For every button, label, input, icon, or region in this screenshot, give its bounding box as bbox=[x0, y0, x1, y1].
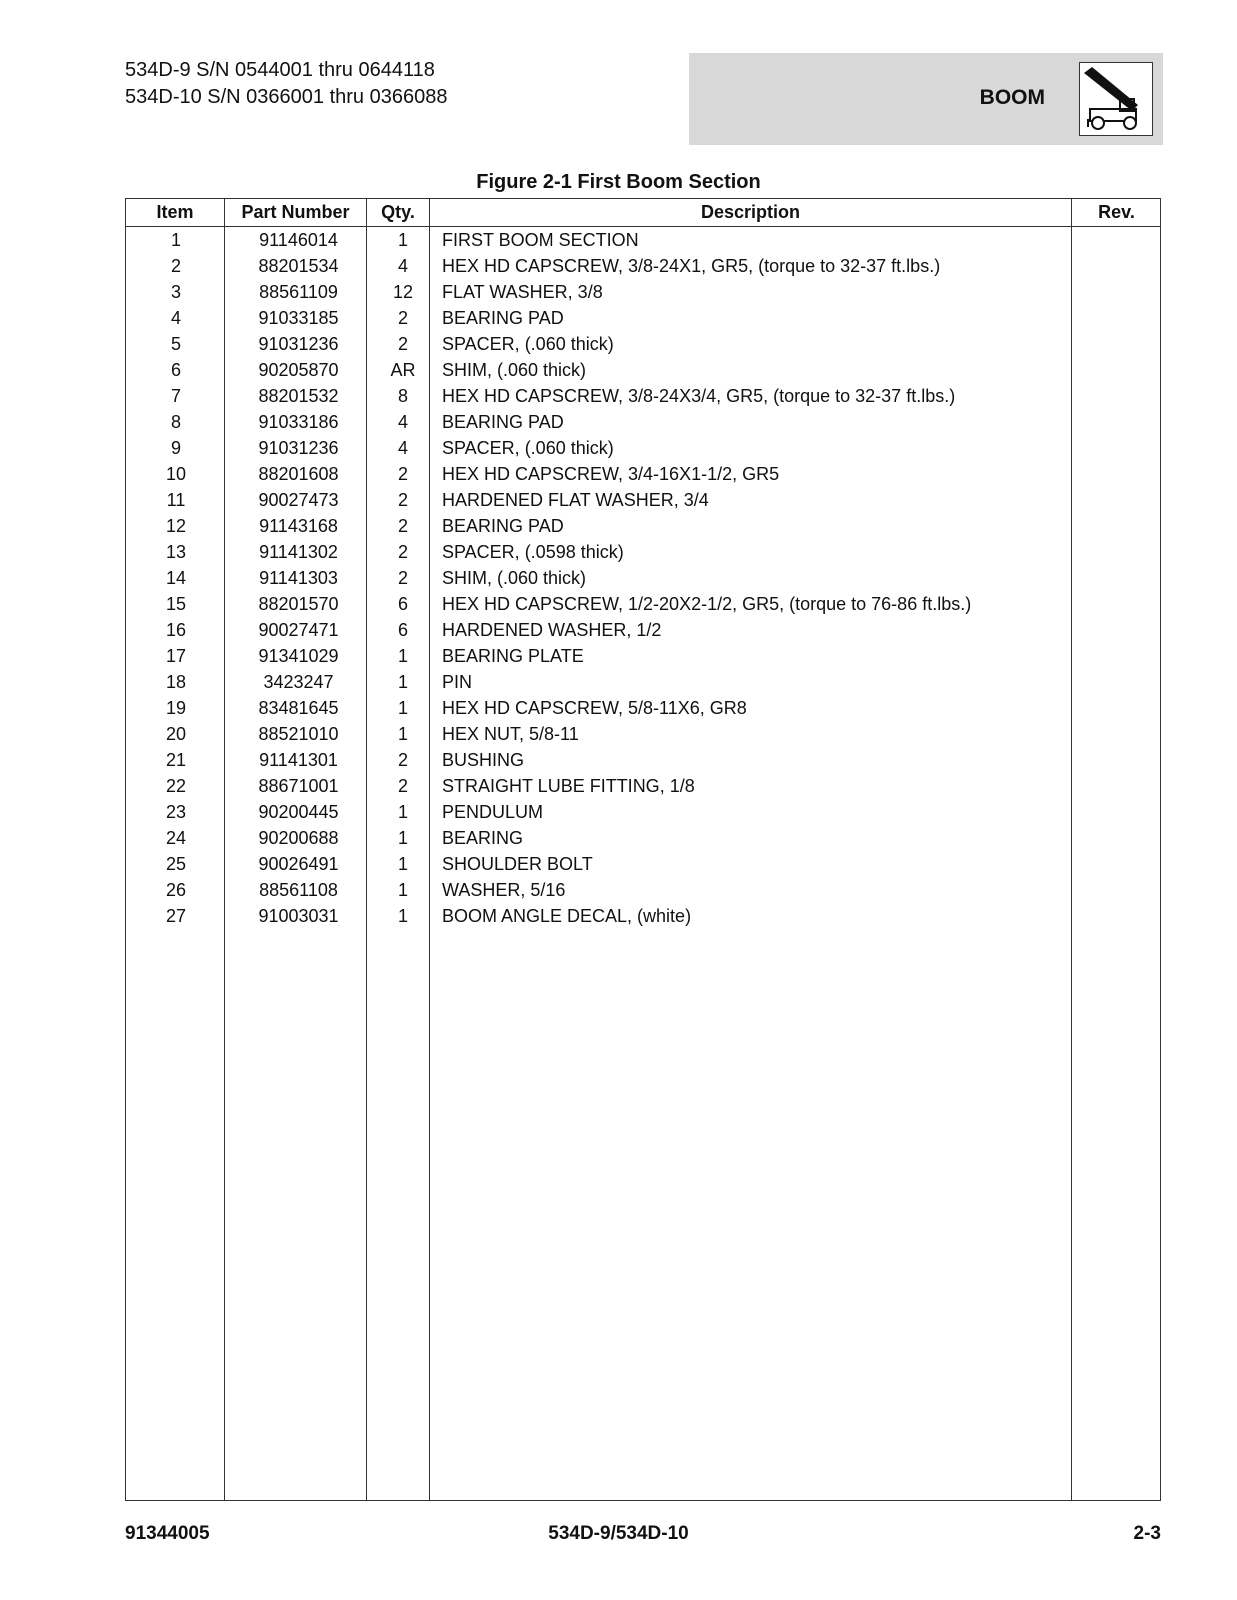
table-row bbox=[126, 435, 1160, 461]
part-number-cell: 90027471 bbox=[258, 620, 339, 640]
qty-cell: 1 bbox=[397, 854, 408, 874]
item-cell: 27 bbox=[165, 906, 187, 926]
footer-model: 534D-9/534D-10 bbox=[548, 1523, 689, 1544]
part-number-cell: 88521010 bbox=[258, 724, 339, 744]
part-number-cell: 3423247 bbox=[263, 672, 334, 692]
table-row bbox=[126, 305, 1160, 331]
item-cell: 1 bbox=[170, 230, 181, 250]
description-cell: SPACER, (.060 thick) bbox=[442, 438, 614, 458]
qty-cell: 1 bbox=[397, 828, 408, 848]
table-row bbox=[126, 669, 1160, 695]
qty-cell: 6 bbox=[397, 620, 408, 640]
qty-cell: AR bbox=[390, 360, 416, 380]
table-row bbox=[126, 903, 1160, 929]
table-row bbox=[126, 825, 1160, 851]
table-row bbox=[126, 383, 1160, 409]
item-cell: 23 bbox=[165, 802, 187, 822]
part-number-cell: 90200445 bbox=[258, 802, 339, 822]
qty-cell: 2 bbox=[397, 516, 408, 536]
part-number-cell: 88201532 bbox=[258, 386, 339, 406]
description-cell: SHOULDER BOLT bbox=[442, 854, 593, 874]
item-cell: 15 bbox=[165, 594, 187, 614]
description-cell: BOOM ANGLE DECAL, (white) bbox=[442, 906, 692, 926]
item-cell: 10 bbox=[165, 464, 187, 484]
description-cell: BEARING PLATE bbox=[442, 646, 584, 666]
table-row bbox=[126, 695, 1160, 721]
table-body bbox=[126, 227, 1160, 929]
item-cell: 2 bbox=[170, 256, 181, 276]
item-cell: 21 bbox=[165, 750, 187, 770]
part-number-cell: 91146014 bbox=[259, 230, 338, 250]
table-row bbox=[126, 591, 1160, 617]
item-cell: 13 bbox=[165, 542, 187, 562]
header-part-number: Part Number bbox=[241, 202, 350, 222]
part-number-cell: 91031236 bbox=[258, 438, 339, 458]
table-row bbox=[126, 643, 1160, 669]
qty-cell: 2 bbox=[397, 308, 408, 328]
model-line-1: 534D-9 S/N 0544001 thru 0644118 bbox=[125, 59, 435, 81]
item-cell: 4 bbox=[170, 308, 181, 328]
model-line-2: 534D-10 S/N 0366001 thru 0366088 bbox=[125, 86, 448, 108]
figure-title: Figure 2-1 First Boom Section bbox=[476, 171, 761, 193]
item-cell: 22 bbox=[165, 776, 187, 796]
part-number-cell: 91003031 bbox=[258, 906, 339, 926]
item-cell: 5 bbox=[170, 334, 181, 354]
item-cell: 6 bbox=[170, 360, 181, 380]
description-cell: HEX HD CAPSCREW, 5/8-11X6, GR8 bbox=[442, 698, 747, 718]
part-number-cell: 91033185 bbox=[258, 308, 339, 328]
part-number-cell: 91341029 bbox=[258, 646, 339, 666]
item-cell: 12 bbox=[165, 516, 187, 536]
item-cell: 8 bbox=[170, 412, 181, 432]
item-cell: 17 bbox=[165, 646, 187, 666]
part-number-cell: 91141301 bbox=[259, 750, 338, 770]
qty-cell: 4 bbox=[397, 256, 408, 276]
footer-document-number: 91344005 bbox=[125, 1523, 210, 1544]
part-number-cell: 91141302 bbox=[259, 542, 338, 562]
part-number-cell: 88561109 bbox=[259, 282, 338, 302]
telehandler-boom-icon bbox=[1079, 62, 1153, 136]
part-number-cell: 83481645 bbox=[258, 698, 339, 718]
table-row bbox=[126, 539, 1160, 565]
item-cell: 3 bbox=[170, 282, 181, 302]
header-rev: Rev. bbox=[1098, 202, 1135, 222]
table-header bbox=[126, 199, 1160, 227]
qty-cell: 1 bbox=[397, 724, 408, 744]
part-number-cell: 90205870 bbox=[258, 360, 339, 380]
parts-table bbox=[125, 198, 1161, 1501]
qty-cell: 1 bbox=[397, 698, 408, 718]
description-cell: BEARING PAD bbox=[442, 516, 564, 536]
section-title: BOOM bbox=[979, 86, 1045, 109]
description-cell: BEARING bbox=[442, 828, 524, 848]
table-row bbox=[126, 851, 1160, 877]
item-cell: 24 bbox=[165, 828, 187, 848]
part-number-cell: 90026491 bbox=[258, 854, 339, 874]
section-header-box bbox=[689, 53, 1163, 145]
table-row bbox=[126, 747, 1160, 773]
table-row bbox=[126, 877, 1160, 903]
item-cell: 11 bbox=[166, 490, 186, 510]
table-row bbox=[126, 227, 1160, 253]
qty-cell: 4 bbox=[397, 412, 408, 432]
qty-cell: 2 bbox=[397, 334, 408, 354]
description-cell: HEX HD CAPSCREW, 3/8-24X3/4, GR5, (torque to 32-37 ft.lbs.) bbox=[442, 386, 956, 406]
description-cell: SPACER, (.0598 thick) bbox=[442, 542, 624, 562]
item-cell: 18 bbox=[165, 672, 187, 692]
qty-cell: 2 bbox=[397, 464, 408, 484]
header-item: Item bbox=[156, 202, 194, 222]
part-number-cell: 90200688 bbox=[258, 828, 339, 848]
part-number-cell: 88201534 bbox=[258, 256, 339, 276]
item-cell: 25 bbox=[165, 854, 187, 874]
qty-cell: 1 bbox=[397, 906, 408, 926]
header-description: Description bbox=[700, 202, 801, 222]
description-cell: WASHER, 5/16 bbox=[442, 880, 566, 900]
header-qty: Qty. bbox=[381, 202, 415, 222]
part-number-cell: 91031236 bbox=[258, 334, 339, 354]
table-row bbox=[126, 409, 1160, 435]
part-number-cell: 88201608 bbox=[258, 464, 339, 484]
table-row bbox=[126, 253, 1160, 279]
qty-cell: 2 bbox=[397, 490, 408, 510]
qty-cell: 6 bbox=[397, 594, 408, 614]
qty-cell: 2 bbox=[397, 776, 408, 796]
description-cell: SPACER, (.060 thick) bbox=[442, 334, 614, 354]
description-cell: SHIM, (.060 thick) bbox=[442, 568, 587, 588]
table-row bbox=[126, 357, 1160, 383]
qty-cell: 2 bbox=[397, 568, 408, 588]
item-cell: 7 bbox=[170, 386, 181, 406]
item-cell: 16 bbox=[165, 620, 187, 640]
table-row bbox=[126, 565, 1160, 591]
item-cell: 26 bbox=[165, 880, 187, 900]
qty-cell: 2 bbox=[397, 542, 408, 562]
description-cell: HEX HD CAPSCREW, 3/8-24X1, GR5, (torque to 32-37 ft.lbs.) bbox=[442, 256, 941, 276]
description-cell: BEARING PAD bbox=[442, 308, 564, 328]
description-cell: SHIM, (.060 thick) bbox=[442, 360, 587, 380]
description-cell: FLAT WASHER, 3/8 bbox=[442, 282, 603, 302]
description-cell: HEX HD CAPSCREW, 3/4-16X1-1/2, GR5 bbox=[442, 464, 780, 484]
description-cell: PENDULUM bbox=[442, 802, 544, 822]
qty-cell: 4 bbox=[397, 438, 408, 458]
description-cell: STRAIGHT LUBE FITTING, 1/8 bbox=[442, 776, 695, 796]
part-number-cell: 91033186 bbox=[258, 412, 339, 432]
description-cell: FIRST BOOM SECTION bbox=[442, 230, 639, 250]
qty-cell: 1 bbox=[397, 880, 408, 900]
qty-cell: 1 bbox=[397, 672, 408, 692]
table-row bbox=[126, 331, 1160, 357]
part-number-cell: 88201570 bbox=[258, 594, 339, 614]
qty-cell: 12 bbox=[392, 282, 414, 302]
table-row bbox=[126, 279, 1160, 305]
part-number-cell: 88561108 bbox=[259, 880, 338, 900]
table-row bbox=[126, 799, 1160, 825]
item-cell: 20 bbox=[165, 724, 187, 744]
qty-cell: 8 bbox=[397, 386, 408, 406]
item-cell: 9 bbox=[170, 438, 181, 458]
description-cell: BUSHING bbox=[442, 750, 525, 770]
description-cell: PIN bbox=[442, 672, 473, 692]
table-row bbox=[126, 721, 1160, 747]
table-row bbox=[126, 461, 1160, 487]
item-cell: 14 bbox=[165, 568, 187, 588]
footer-page-number: 2-3 bbox=[1133, 1523, 1161, 1544]
item-cell: 19 bbox=[165, 698, 187, 718]
part-number-cell: 91143168 bbox=[259, 516, 338, 536]
description-cell: HEX HD CAPSCREW, 1/2-20X2-1/2, GR5, (torque to 76-86 ft.lbs.) bbox=[442, 594, 972, 614]
table-row bbox=[126, 773, 1160, 799]
table-row bbox=[126, 487, 1160, 513]
qty-cell: 2 bbox=[397, 750, 408, 770]
description-cell: HARDENED FLAT WASHER, 3/4 bbox=[442, 490, 709, 510]
description-cell: HEX NUT, 5/8-11 bbox=[442, 724, 579, 744]
part-number-cell: 88671001 bbox=[258, 776, 339, 796]
table-row bbox=[126, 617, 1160, 643]
model-serial-header bbox=[125, 57, 447, 111]
description-cell: HARDENED WASHER, 1/2 bbox=[442, 620, 662, 640]
qty-cell: 1 bbox=[397, 802, 408, 822]
qty-cell: 1 bbox=[397, 230, 408, 250]
part-number-cell: 91141303 bbox=[259, 568, 338, 588]
description-cell: BEARING PAD bbox=[442, 412, 564, 432]
table-row bbox=[126, 513, 1160, 539]
part-number-cell: 90027473 bbox=[258, 490, 339, 510]
qty-cell: 1 bbox=[397, 646, 408, 666]
